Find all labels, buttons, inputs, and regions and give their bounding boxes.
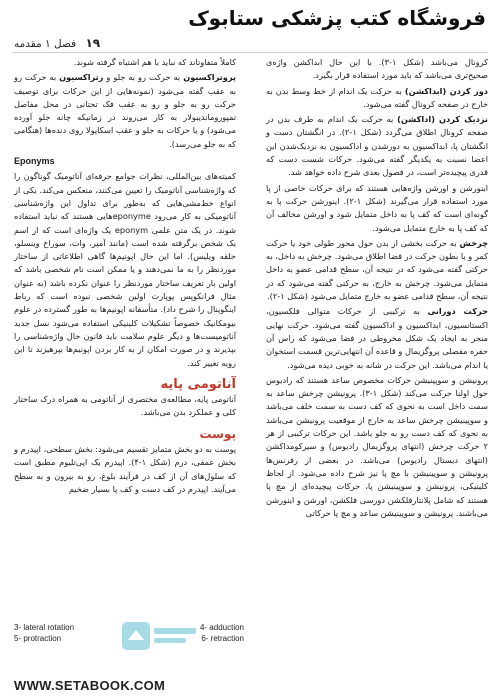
paragraph: کاملاً متفاوتاند که نباید با هم اشتباه گرفته شوند. [73, 57, 236, 67]
eponyms-heading: Eponyms [14, 156, 55, 167]
chapter-label: فصل ۱ مقدمه [14, 38, 77, 50]
paragraph: آناتومی پایه، مطالعه‌ی مختصری از آناتومی به همراه درک ساختار کلی و عملکرد بدن می‌باشد. [14, 394, 236, 418]
footer-url[interactable]: WWW.SETABOOK.COM [14, 678, 166, 693]
header-divider [12, 52, 488, 53]
paragraph: پوست به دو بخش متمایز تقسیم می‌شود: بخش سطحی، اپیدرم و بخش عمقی، درم (شکل ۱-۴). اپیدرم یک اپی‌تلیوم مطبق است که سلول‌های آن از کف در فرآیند بلوغ، رو به بیرون و به سطح می‌آیند. اپیدرم در کف دست و کف پا بسیار ضخیم [14, 444, 236, 494]
left-column [14, 56, 236, 498]
text: به ترکیبی از حرکات متوالی فلکسیون، اکستانسیون، ابداکسیون و اداکسیون گفته می‌شود. حرکت نهایی منجر به ایجاد یک شکل مخروطی در فضا می‌شود که راس آن حفره مفصلی پروگزیمال و قاعده آن انتهایی‌ترین قسمت استخوان یا اندام می‌باشد. این حرکت در شانه به خوبی دیده می‌شود. [266, 306, 488, 370]
paragraph: کرونال می‌باشد (شکل ۱-۳). با این حال ابداکشن واژه‌ی صحیح‌تری می‌باشد که باید مورد استفاده قرار بگیرد. [266, 57, 488, 81]
text: به حرکت یک اندام به طرف بدن در صفحه کرونال اطلاق می‌گردد (شکل ۱-۲). در انگشتان دست و انگشتان پا، ابداکسیون به دورشدن و اداکسیون به نزدیک‌شدن این اعضا نسبت به یکدیگر گفته می‌شود. حرکات شست دست که قدری پیچیده‌تر است، در فصول بعدی شرح داده خواهد شد. [266, 114, 488, 178]
paragraph [266, 85, 488, 112]
text: به حرکت یک اندام از خط وسط بدن به خارج در صفحه کرونال گفته می‌شود. [266, 85, 488, 109]
figure-label: 4- adduction [199, 623, 244, 632]
paragraph [266, 305, 488, 371]
chapter-info [14, 36, 194, 50]
right-column [266, 56, 488, 522]
figure-label: 3- lateral rotation [14, 623, 75, 632]
term: رتراکسیون [59, 72, 104, 83]
text: به حرکت رو به جلو و [106, 72, 181, 83]
paragraph: کمیته‌های بین‌المللی، نظرات جوامع حرفه‌ای آناتومیک گوناگون را که واژه‌شناسی آناتومیک را تعیین می‌کنند، منعکس می‌کند. یکی از انواع خط‌مشی‌هایی که به‌طور برای تداول این واژه‌شناسی آناتومیکی به کار می‌رود eponyme‌هایی هستند که نباید استفاده شوند. در یک متن علمی eponym یک واژه‌ای است که از اسم یک شخص برگرفته شده است (مانند آمپر، وات، سوراخ وینسلو، حلقه ویلیس). اما این حال اپونیم‌ها گاهی اطلاعاتی از ساختار موردنظر را به ما نمی‌دهند و یا ممکن است نام شخصی باشد که اولین بار تعریف ساختار موردنظر را عنوان نکرده باشد (به عنوان مثال فرانکوپس پوپارت اولین شخصی نبوده است که رباط اینگوینال را شرح داد). متأسفانه اپونیم‌ها به طور گسترده در علوم بیومکانیک خصوصاً تشکیلات کلینیکی استفاده می‌شود نسل جدید آناتومیست‌ها و دیگر علوم سلامت باید قانون حال واژه‌شناسی را بپذیرند و در صورت امکان از به کار بردن اپونیم‌ها بپرهیزند تا این رویه تغییر کند. [14, 171, 236, 368]
term: پروتراکسیون [183, 72, 236, 83]
paragraph [14, 71, 236, 151]
skin-heading: پوست [199, 426, 236, 441]
figure-label-list [14, 622, 244, 644]
figure-label: 5- protraction [14, 634, 62, 643]
figure-label-row [14, 633, 244, 644]
paragraph [266, 237, 488, 303]
term: چرخش [459, 237, 488, 248]
paragraph: پرونیشن و سوپینیشن حرکات مخصوص ساعد هستند که رادیوس حول اولنا حرکت می‌کند (شکل ۱-۳). پرونیشن چرخش ساعد به سمت داخل است به نحوی که کف دست به سمت خلف می‌باشد و سوپینیشن چرخش ساعد به خارج از موقعیت پرونیشن می‌باشد به نحوی که کف دست رو به جلو باشد. این حرکات ترکیبی از هر ۲ حرکت چرخش (انتهای پروگزیمال رادیوس) و سیرکومداکشن (انتهای دیستال رادیوس) می‌باشد. در بعضی از رفرنس‌ها پرونیشن و سوپینیشن با مچ پا نیز شرح داده می‌شود. از لحاظ کلینیکی، پرونیشن و سوپینیشن پا، حرکات پیچیده‌ای از مچ پا هستند که شامل پلانتارفلکشن دورسی فلکشن، اورشن و اینورشن می‌باشند. پرونیشن و سوپینیشن ساعد و مچ پا حرکاتی [266, 374, 488, 518]
term: حرکت دورانی [427, 306, 488, 317]
text: به حرکت رو به عقب گفته می‌شود (نمونه‌هایی از این حرکات برای توصیف حرکت رو به جلو و رو به عقب فک تحتانی در محل مفاصل تمپوروماندیبولار به کار می‌روند در زمانیکه چانه جلو آورده می‌شود) و یا حرکات به جلو و عقب اسکاپولا روی دنده‌ها (هنگامی که به جلو می‌رسد). [14, 72, 236, 149]
basic-anatomy-heading: آناتومی پایه [160, 376, 236, 392]
page-header-title: فروشگاه کتب پزشکی ستابوک [188, 6, 486, 30]
figure-label: 6- retraction [201, 634, 244, 643]
text: به حرکت بخشی از بدن حول محور طولی خود یا حرکت کمر و یا بطون حرکت در فضا اطلاق می‌شود. چرخش به داخل، به حرکتی گفته می‌شود که در نتیجه آن، سطح قدامی عضو به داخل متمایل می‌شود. چرخش به خارج، به حرکتی گفته می‌شود که در نتیجه آن، سطح قدامی عضو به خارج متمایل می‌شود (شکل ۱-۲). [266, 237, 488, 302]
paragraph: اینورشن و اورشن واژه‌هایی هستند که برای حرکات خاصی از پا مورد استفاده قرار می‌گیرند (شکل ۱-۲). اینورشن حرکت پا به گونه‌ای است که کف پا به داخل متمایل شود و اورشن مخالف آن که کف پا به خارج متمایل می‌شود. [266, 182, 489, 233]
figure-label-row [14, 622, 244, 633]
term: نزدیک کردن (اداکشن) [397, 114, 488, 125]
page-number: ۱۹ [85, 36, 101, 50]
term: دور کردن (ابداکشن) [404, 85, 488, 96]
paragraph [266, 113, 488, 179]
